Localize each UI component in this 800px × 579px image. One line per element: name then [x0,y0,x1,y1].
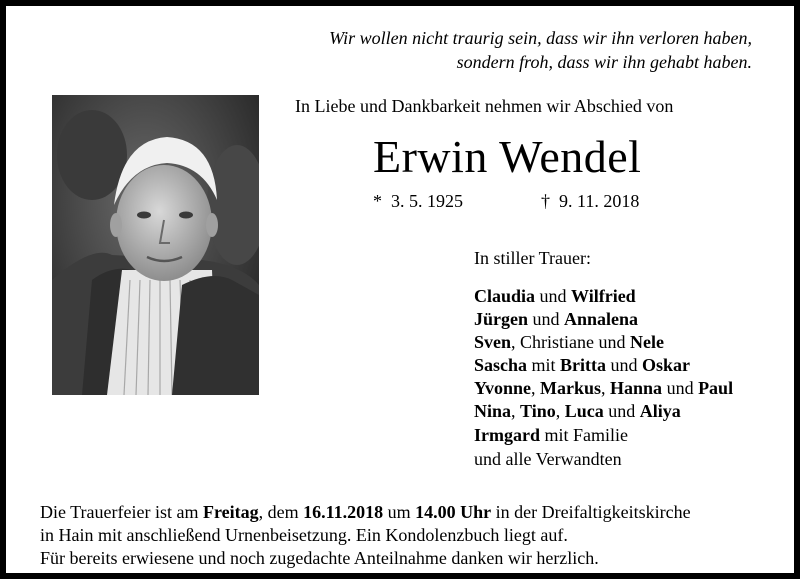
mourner-name: Annalena [564,309,639,329]
mourner-suffix: mit Familie [544,425,628,445]
birth-symbol: * [373,191,382,211]
birth-date [373,191,463,212]
mourner-name: Aliya [639,401,681,421]
birth-date-value: 3. 5. 1925 [391,191,463,211]
mourner-line-3 [474,331,664,353]
mourner-line-4 [474,354,690,376]
deceased-name: Erwin Wendel [373,131,642,182]
cross-icon: † [541,191,550,211]
mourner-line-6 [474,400,681,422]
footer-line-1 [40,501,691,523]
mourner-name: Oskar [642,355,691,375]
conjunction: mit [531,355,556,375]
separator: , [531,378,536,398]
mourner-name: Luca [564,401,604,421]
footer-text: , dem [258,502,299,522]
service-time: 14.00 Uhr [415,502,492,522]
mourners-heading: In stiller Trauer: [474,248,591,268]
mourner-line-7 [474,424,628,446]
mourner-name: Yvonne [474,378,532,398]
death-date [541,191,639,212]
mourner-line-5 [474,377,733,399]
death-date-value: 9. 11. 2018 [559,191,640,211]
mourner-name: Paul [698,378,734,398]
mourner-name: Jürgen [474,309,528,329]
footer-line-2: in Hain mit anschließend Urnenbeisetzung. Ein Kondolenzbuch liegt auf. [40,525,568,545]
separator: , [511,401,516,421]
quote-line-2: sondern froh, dass wir ihn gehabt haben. [456,52,752,72]
service-date: 16.11.2018 [303,502,384,522]
mourner-name-rest: hristiane [532,332,595,352]
intro-text: In Liebe und Dankbarkeit nehmen wir Abschied von [295,96,674,116]
conjunction: und [610,355,638,375]
mourner-name: Sascha [474,355,528,375]
conjunction: und [666,378,694,398]
mourner-name: Claudia [474,286,536,306]
mourner-name: Nele [630,332,664,352]
conjunction: und [598,332,626,352]
conjunction: und [539,286,567,306]
mourner-name: Wilfried [571,286,636,306]
separator: , [601,378,606,398]
separator: , [555,401,561,421]
separator: , C [511,332,533,352]
mourner-name: Nina [474,401,512,421]
mourner-line-8: und alle Verwandten [474,449,622,469]
footer-line-3: Für bereits erwiesene und noch zugedachte Anteilnahme danken wir herzlich. [40,548,599,568]
footer-text: um [387,502,411,522]
mourner-name: Tino [520,401,556,421]
mourner-name: Britta [560,355,607,375]
mourner-name: Hanna [610,378,663,398]
mourner-line-2 [474,308,638,330]
service-day: Freitag [202,502,259,522]
footer-text: in der Dreifaltigkeitskirche [495,502,691,522]
portrait-photo [52,95,259,395]
mourner-name: Irmgard [474,425,540,445]
mourner-line-1 [474,285,636,307]
footer-text: Die Trauerfeier ist am [40,502,199,522]
quote-line-1: Wir wollen nicht traurig sein, dass wir ihn verloren haben, [329,28,752,48]
conjunction: und [608,401,636,421]
mourner-name: Sven [474,332,512,352]
conjunction: und [532,309,560,329]
mourner-name: Markus [540,378,602,398]
